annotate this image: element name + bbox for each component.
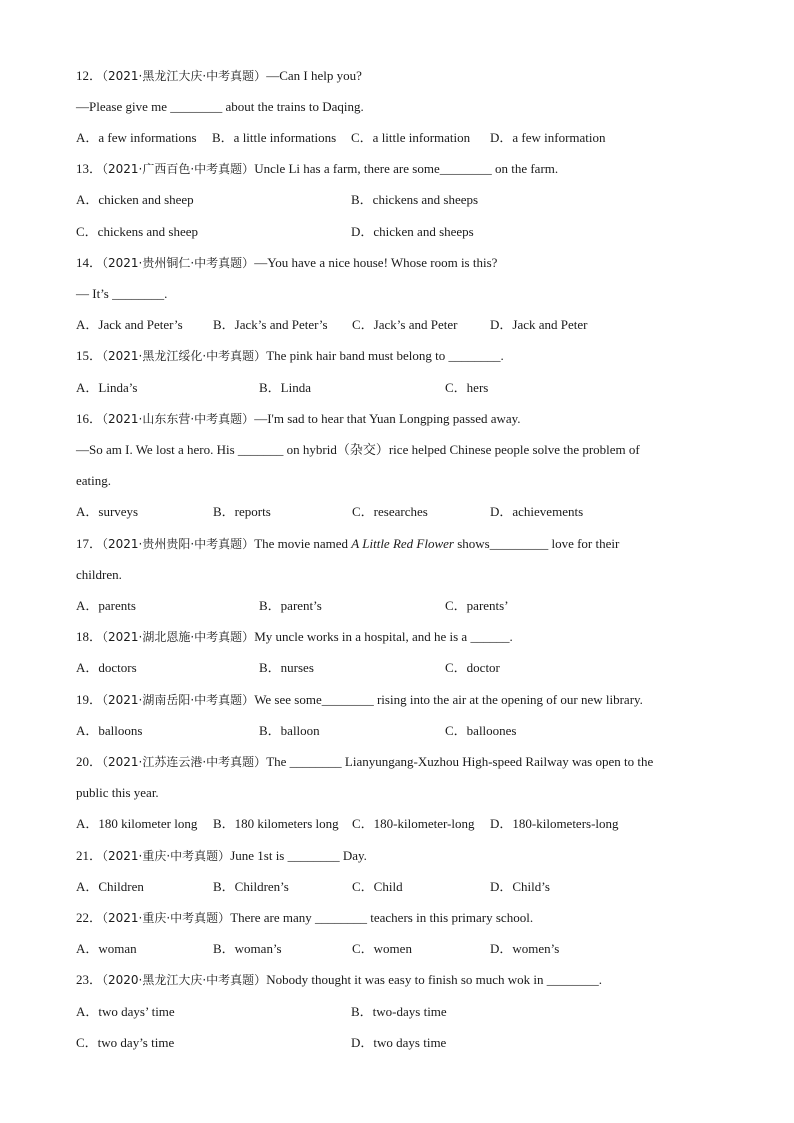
option-b[interactable]: B．balloon bbox=[259, 723, 320, 738]
option-d[interactable]: D．Child’s bbox=[490, 879, 550, 894]
question-15-options bbox=[76, 378, 716, 398]
question-17-line: children. bbox=[76, 567, 122, 582]
question-18-stem: 18．（2021·湖北恩施·中考真题）My uncle works in a hospital, and he is a ______. bbox=[76, 629, 513, 644]
question-19-stem: 19．（2021·湖南岳阳·中考真题）We see some________ rising into the air at the opening of our new library. bbox=[76, 692, 643, 707]
question-22-options bbox=[76, 939, 716, 959]
option-d[interactable]: D．180-kilometers-long bbox=[490, 816, 619, 831]
option-a[interactable]: A．doctors bbox=[76, 660, 137, 675]
question-16-line: —So am I. We lost a hero. His _______ on hybrid（杂交）rice helped Chinese people solve the problem of bbox=[76, 442, 640, 457]
option-a[interactable]: A．Linda’s bbox=[76, 380, 138, 395]
option-a[interactable]: A．Children bbox=[76, 879, 144, 894]
question-13-stem: 13．（2021·广西百色·中考真题）Uncle Li has a farm, there are some________ on the farm. bbox=[76, 161, 559, 176]
option-b[interactable]: B．two-days time bbox=[351, 1004, 447, 1019]
option-c[interactable]: C．Jack’s and Peter bbox=[352, 317, 458, 332]
question-20-line: public this year. bbox=[76, 785, 159, 800]
option-b[interactable]: B．a little informations bbox=[212, 130, 337, 145]
option-c[interactable]: C．parents’ bbox=[445, 598, 509, 613]
option-b[interactable]: B．Linda bbox=[259, 380, 311, 395]
question-18-options bbox=[76, 658, 716, 678]
question-20-options bbox=[76, 814, 716, 834]
question-16-line: eating. bbox=[76, 473, 112, 488]
question-23-stem: 23．（2020·黑龙江大庆·中考真题）Nobody thought it was easy to finish so much wok in ________. bbox=[76, 972, 603, 987]
option-c[interactable]: C．balloones bbox=[445, 723, 517, 738]
question-16-stem: 16．（2021·山东东营·中考真题）—I'm sad to hear that Yuan Longping passed away. bbox=[76, 411, 521, 426]
option-c[interactable]: C．chickens and sheep bbox=[76, 224, 199, 239]
option-a[interactable]: A．surveys bbox=[76, 504, 139, 519]
option-d[interactable]: D．a few information bbox=[490, 130, 606, 145]
option-a[interactable]: A．woman bbox=[76, 941, 137, 956]
question-16-options bbox=[76, 502, 716, 522]
option-a[interactable]: A．Jack and Peter’s bbox=[76, 317, 183, 332]
option-a[interactable]: A．180 kilometer long bbox=[76, 816, 198, 831]
option-d[interactable]: D．achievements bbox=[490, 504, 584, 519]
option-a[interactable]: A．balloons bbox=[76, 723, 143, 738]
question-21-options bbox=[76, 877, 716, 897]
question-17-stem: 17．（2021·贵州贵阳·中考真题）The movie named A Little Red Flower shows_________ love for their bbox=[76, 536, 620, 551]
option-b[interactable]: B．180 kilometers long bbox=[213, 816, 339, 831]
option-a[interactable]: A．a few informations bbox=[76, 130, 197, 145]
option-a[interactable]: A．two days’ time bbox=[76, 1004, 175, 1019]
option-b[interactable]: B．woman’s bbox=[213, 941, 282, 956]
question-13-options-row1 bbox=[76, 190, 716, 210]
question-14-options bbox=[76, 315, 716, 335]
question-23-options-row1 bbox=[76, 1002, 716, 1022]
question-19-options bbox=[76, 721, 716, 741]
option-c[interactable]: C．180-kilometer-long bbox=[352, 816, 475, 831]
question-14-line: — It’s ________. bbox=[76, 286, 168, 301]
question-12-options bbox=[76, 128, 716, 148]
option-b[interactable]: B．Jack’s and Peter’s bbox=[213, 317, 328, 332]
question-23-options-row2 bbox=[76, 1033, 716, 1053]
question-21-stem: 21．（2021·重庆·中考真题）June 1st is ________ Day. bbox=[76, 848, 367, 863]
option-c[interactable]: C．hers bbox=[445, 380, 489, 395]
movie-title: A Little Red Flower bbox=[351, 536, 454, 551]
question-12-stem: 12．（2021·黑龙江大庆·中考真题）—Can I help you? bbox=[76, 68, 362, 83]
option-c[interactable]: C．women bbox=[352, 941, 412, 956]
option-c[interactable]: C．Child bbox=[352, 879, 403, 894]
question-12-line: —Please give me ________ about the trains to Daqing. bbox=[76, 99, 364, 114]
option-d[interactable]: D．chicken and sheeps bbox=[351, 224, 474, 239]
question-17-options bbox=[76, 596, 716, 616]
option-c[interactable]: C．doctor bbox=[445, 660, 500, 675]
question-14-stem: 14．（2021·贵州铜仁·中考真题）—You have a nice house! Whose room is this? bbox=[76, 255, 498, 270]
question-13-options-row2 bbox=[76, 222, 716, 242]
option-a[interactable]: A．chicken and sheep bbox=[76, 192, 194, 207]
option-a[interactable]: A．parents bbox=[76, 598, 136, 613]
option-d[interactable]: D．women’s bbox=[490, 941, 560, 956]
question-15-stem: 15．（2021·黑龙江绥化·中考真题）The pink hair band must belong to ________. bbox=[76, 348, 504, 363]
option-b[interactable]: B．nurses bbox=[259, 660, 314, 675]
option-d[interactable]: D．Jack and Peter bbox=[490, 317, 588, 332]
question-22-stem: 22．（2021·重庆·中考真题）There are many ________ teachers in this primary school. bbox=[76, 910, 534, 925]
option-c[interactable]: C．researches bbox=[352, 504, 428, 519]
option-c[interactable]: C．a little information bbox=[351, 130, 471, 145]
option-b[interactable]: B．reports bbox=[213, 504, 271, 519]
option-b[interactable]: B．Children’s bbox=[213, 879, 289, 894]
option-b[interactable]: B．parent’s bbox=[259, 598, 322, 613]
option-d[interactable]: D．two days time bbox=[351, 1035, 447, 1050]
question-20-stem: 20．（2021·江苏连云港·中考真题）The ________ Lianyungang-Xuzhou High-speed Railway was open to the bbox=[76, 754, 654, 769]
option-c[interactable]: C．two day’s time bbox=[76, 1035, 175, 1050]
option-b[interactable]: B．chickens and sheeps bbox=[351, 192, 479, 207]
